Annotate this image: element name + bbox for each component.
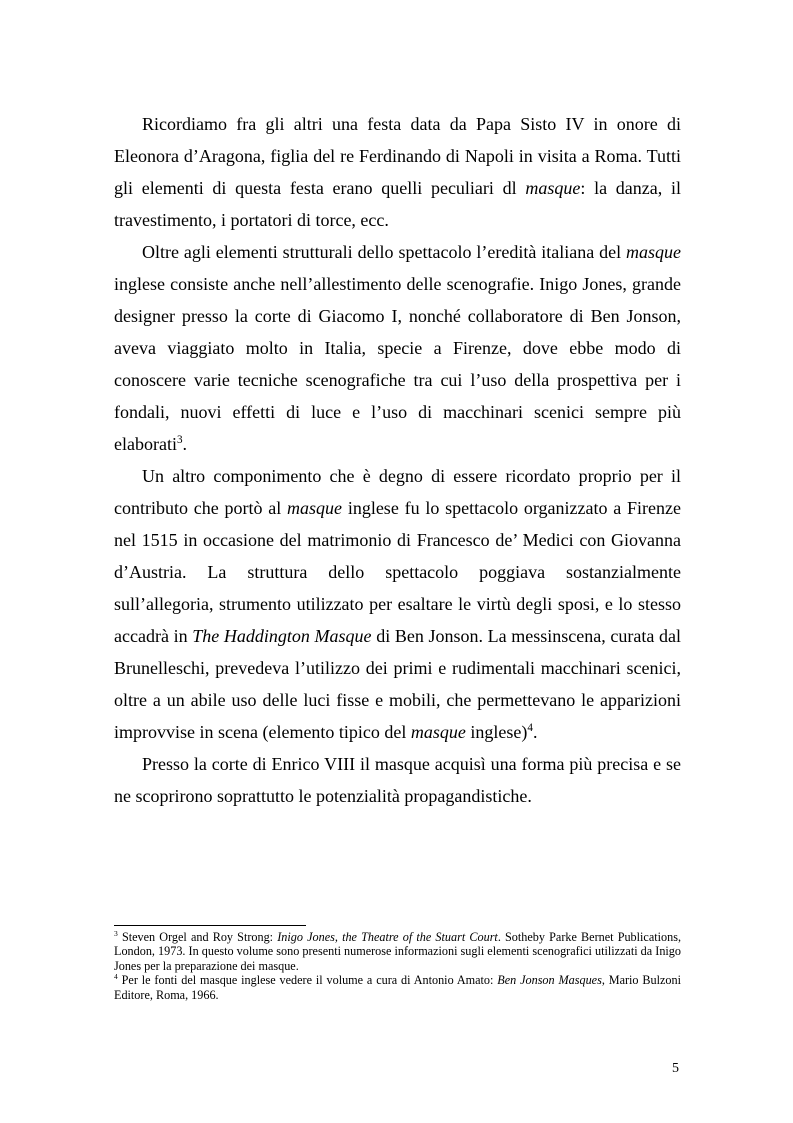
paragraph xyxy=(114,236,681,460)
footnote-ref: 3 xyxy=(114,928,118,938)
footnote-ref: 4 xyxy=(114,972,118,982)
page-number: 5 xyxy=(672,1061,679,1076)
text-run: Per le fonti del masque inglese vedere il volume a cura di Antonio Amato: xyxy=(117,973,498,988)
italic-text: masque xyxy=(626,242,681,262)
paragraph xyxy=(114,108,681,236)
text-run: inglese) xyxy=(465,722,528,742)
text-run: . xyxy=(532,722,538,742)
text-run: Un altro componimento che è degno di essere ricordato proprio per il contributo che portò al xyxy=(114,466,681,518)
text-run: Presso la corte di Enrico VIII il masque acquisì una forma più precisa e se ne scoprirono soprattutto le potenzialità propagandistiche. xyxy=(114,754,681,806)
footnote-separator xyxy=(114,925,306,926)
text-run: inglese fu lo spettacolo organizzato a Firenze nel 1515 in occasione del matrimonio di Francesco de’ Medici con Giovanna d’Austria. La struttura dello spettacolo poggiava sostanzialmente sull’allegoria, strumento utilizzato per esaltare le virtù degli sposi, e lo stesso accadrà in xyxy=(114,498,682,646)
italic-text: The Haddington Masque xyxy=(192,626,372,646)
text-run: , Mario Bulzoni Editore, Roma, 1966. xyxy=(114,973,681,1002)
italic-text: Ben Jonson Masques xyxy=(497,973,602,988)
footnote-ref: 4 xyxy=(527,722,533,734)
footnote-ref: 3 xyxy=(176,434,183,446)
paragraph xyxy=(114,460,681,748)
paragraph xyxy=(114,748,681,812)
text-run: . Sotheby Parke Bernet Publications, London, 1973. In questo volume sono presenti numerose informazioni sugli elementi scenografici utilizzati da Inigo Jones per la preparazione dei masque. xyxy=(114,930,681,973)
text-run: : la danza, il travestimento, i portatori di torce, ecc. xyxy=(114,178,682,230)
footnote xyxy=(114,930,681,973)
italic-text: masque xyxy=(525,178,581,198)
italic-text: Inigo Jones, the Theatre of the Stuart Court xyxy=(277,930,498,944)
text-run: . xyxy=(182,434,188,454)
text-run: Ricordiamo fra gli altri una festa data da Papa Sisto IV in onore di Eleonora d’Aragona, figlia del re Ferdinando di Napoli in visita a Roma. Tutti gli elementi di questa festa erano quelli peculiari dl xyxy=(114,114,681,198)
text-run: Steven Orgel and Roy Strong: xyxy=(117,930,278,944)
footnote xyxy=(114,973,681,1002)
italic-text: masque xyxy=(410,722,466,742)
text-run: di Ben Jonson. La messinscena, curata dal Brunelleschi, prevedeva l’utilizzo dei primi e rudimentali macchinari scenici, oltre a un abile uso delle luci fisse e mobili, che permettevano le apparizioni improvvise in scena (elemento tipico del xyxy=(114,626,681,742)
italic-text: masque xyxy=(287,498,343,518)
text-run: Oltre agli elementi strutturali dello spettacolo l’eredità italiana del xyxy=(142,242,626,262)
body-text xyxy=(114,108,681,812)
footnotes xyxy=(114,930,681,1002)
text-run: inglese consiste anche nell’allestimento delle scenografie. Inigo Jones, grande designer presso la corte di Giacomo I, nonché collaboratore di Ben Jonson, aveva viaggiato molto in Italia, specie a Firenze, dove ebbe modo di conoscere varie tecniche scenografiche tra cui l’uso della prospettiva per i fondali, nuovi effetti di luce e l’uso di macchinari scenici sempre più elaborati xyxy=(114,274,681,454)
